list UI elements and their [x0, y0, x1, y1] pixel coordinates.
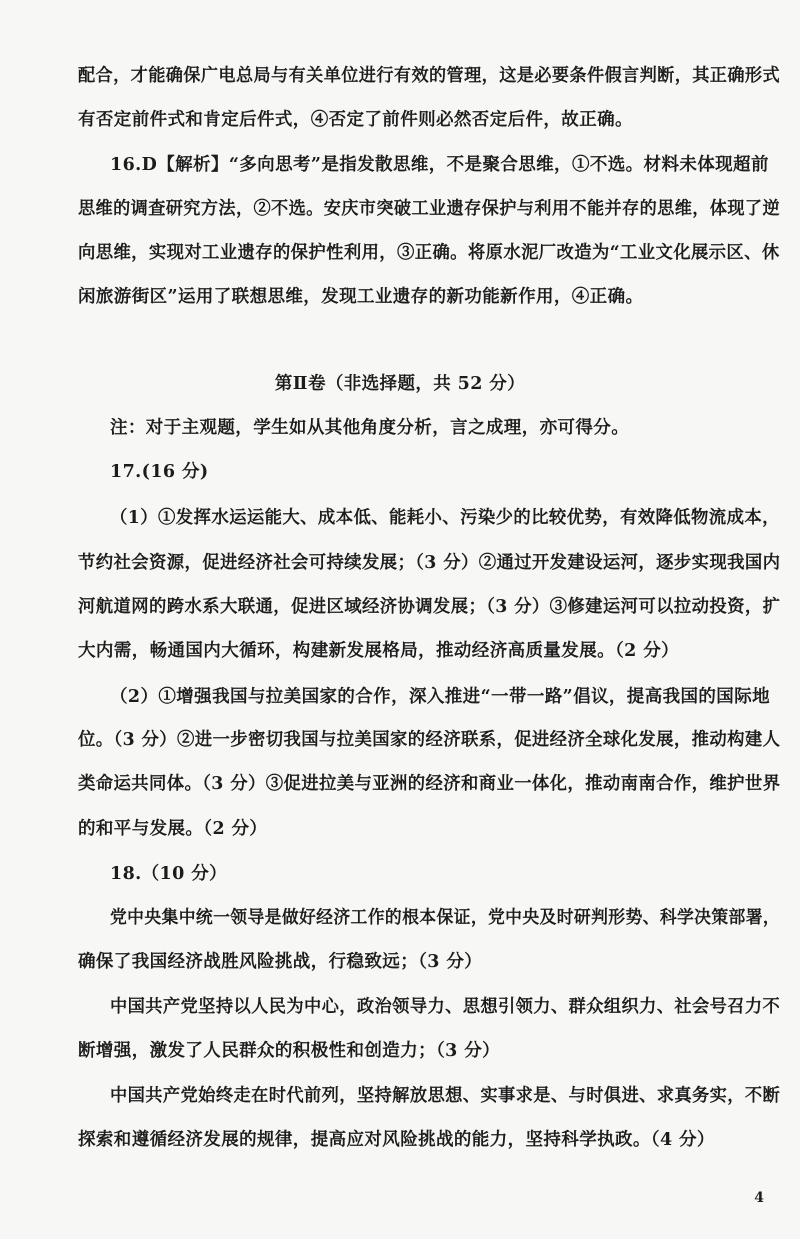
- q16-text-line-4: 闲旅游街区”运用了联想思维，发现工业遗存的新功能新作用，④正确。: [78, 287, 644, 307]
- q18-para3-line-1: 中国共产党始终走在时代前列，坚持解放思想、实事求是、与时俱进、求真务实，不断: [110, 1086, 781, 1106]
- q17-part1-line-3: 河航道网的跨水系大联通，促进区域经济协调发展；（3 分）③修建运河可以拉动投资，扩: [78, 597, 781, 617]
- section-note: 注：对于主观题，学生如从其他角度分析，言之成理，亦可得分。: [110, 418, 630, 438]
- q18-para1-line-1: 党中央集中统一领导是做好经济工作的根本保证，党中央及时研判形势、科学决策部署，: [110, 908, 781, 928]
- q17-part1-line-1: （1）①发挥水运运能大、成本低、能耗小、污染少的比较优势，有效降低物流成本，: [110, 508, 780, 528]
- q17-part2-line-4: 的和平与发展。（2 分）: [78, 819, 268, 839]
- q17-part1-line-4: 大内需，畅通国内大循环，构建新发展格局，推动经济高质量发展。（2 分）: [78, 641, 680, 661]
- page-number: 4: [754, 1190, 764, 1206]
- q16-text-line-1: 16.D【解析】“多向思考”是指发散思维，不是聚合思维，①不选。材料未体现超前: [110, 155, 769, 175]
- q16-text-line-3: 向思维，实现对工业遗存的保护性利用，③正确。将原水泥厂改造为“工业文化展示区、休: [78, 243, 780, 263]
- q18-para2-line-2: 断增强，激发了人民群众的积极性和创造力；（3 分）: [78, 1041, 501, 1061]
- q17-part2-line-3: 类命运共同体。（3 分）③促进拉美与亚洲的经济和商业一体化，推动南南合作，维护世界: [78, 774, 781, 794]
- q18-para1-line-2: 确保了我国经济战胜风险挑战，行稳致远；（3 分）: [78, 952, 483, 972]
- q17-part1-line-2: 节约社会资源，促进经济社会可持续发展；（3 分）②通过开发建设运河，逐步实现我国内: [78, 553, 781, 573]
- q15-text-line-2: 有否定前件式和肯定后件式，④否定了前件则必然否定后件，故正确。: [78, 110, 633, 130]
- section-title: 第Ⅱ卷（非选择题，共 52 分）: [274, 374, 526, 394]
- q16-text-line-2: 思维的调查研究方法，②不选。安庆市突破工业遗存保护与利用不能并存的思维，体现了逆: [78, 199, 780, 219]
- q17-part2-line-1: （2）①增强我国与拉美国家的合作，深入推进“一带一路”倡议，提高我国的国际地: [110, 687, 771, 707]
- q15-text-line-1: 配合，才能确保广电总局与有关单位进行有效的管理，这是必要条件假言判断，其正确形式: [78, 66, 780, 86]
- q17-part2-line-2: 位。（3 分）②进一步密切我国与拉美国家的经济联系，促进经济全球化发展，推动构建人: [78, 730, 781, 750]
- q18-para2-line-1: 中国共产党坚持以人民为中心，政治领导力、思想引领力、群众组织力、社会号召力不: [110, 997, 781, 1017]
- q18-para3-line-2: 探索和遵循经济发展的规律，提高应对风险挑战的能力，坚持科学执政。（4 分）: [78, 1130, 715, 1150]
- q17-header: 17.(16 分): [110, 462, 209, 482]
- q18-header: 18.（10 分）: [110, 864, 227, 884]
